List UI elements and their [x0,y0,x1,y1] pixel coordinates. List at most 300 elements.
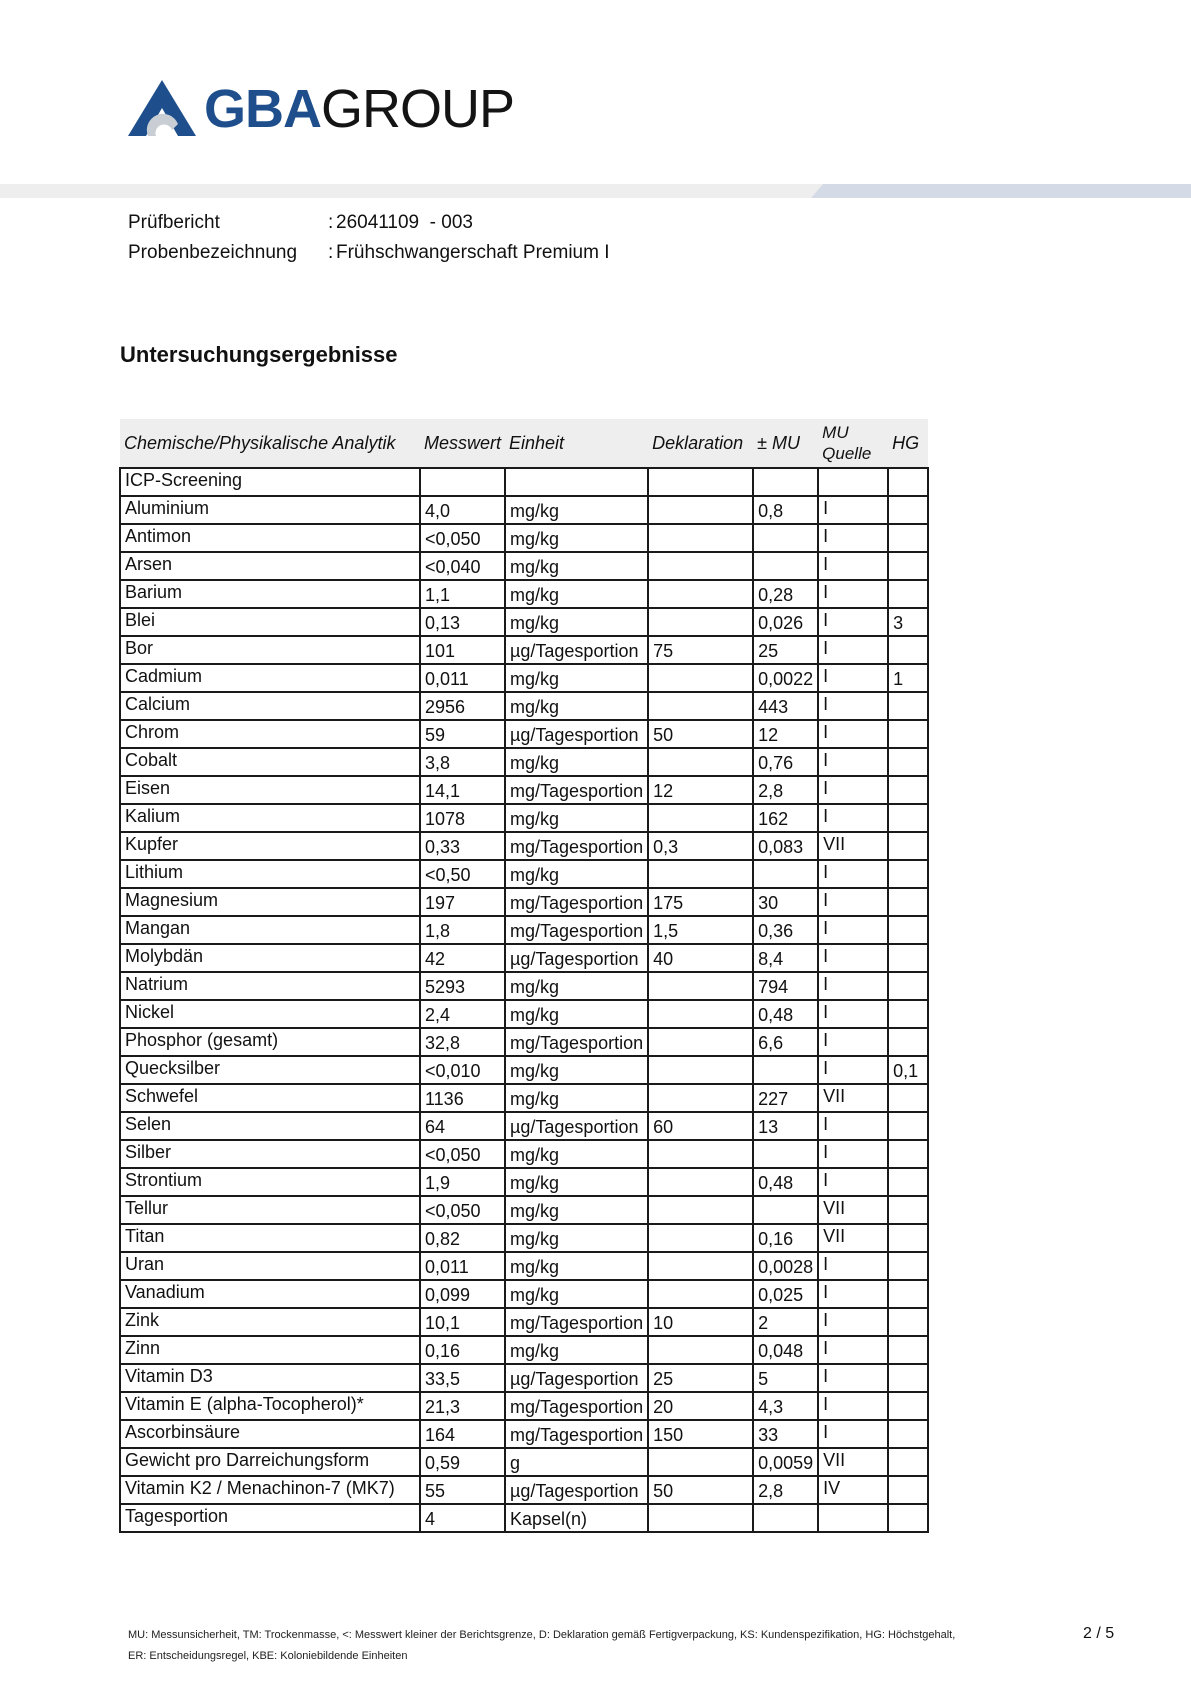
table-row [120,1112,928,1140]
cell-hg [888,1252,928,1280]
cell-hg [888,1196,928,1224]
cell-messwert [420,468,505,496]
cell-messwert: 2956 [420,692,505,720]
header-band-accent [811,184,1191,198]
header-einheit: Einheit [505,419,648,468]
cell-hg [888,468,928,496]
cell-messwert: 164 [420,1420,505,1448]
cell-deklaration [648,748,753,776]
cell-einheit: µg/Tagesportion [505,1476,648,1504]
cell-mu [753,552,818,580]
header-messwert: Messwert [420,419,505,468]
cell-messwert: 1,8 [420,916,505,944]
cell-hg [888,1168,928,1196]
cell-mu: 0,28 [753,580,818,608]
table-row [120,1224,928,1252]
cell-mu: 33 [753,1420,818,1448]
cell-hg [888,888,928,916]
cell-analyt: ICP-Screening [120,468,420,496]
cell-hg [888,720,928,748]
cell-einheit: mg/kg [505,1336,648,1364]
cell-analyt: Bor [120,636,420,664]
cell-mu: 227 [753,1084,818,1112]
cell-mu: 0,48 [753,1000,818,1028]
probenbezeichnung-value: Frühschwangerschaft Premium I [336,242,610,263]
cell-deklaration [648,524,753,552]
cell-mu: 0,76 [753,748,818,776]
cell-messwert: <0,010 [420,1056,505,1084]
cell-einheit: mg/kg [505,1056,648,1084]
cell-mu-quelle: I [818,1308,888,1336]
cell-mu: 0,025 [753,1280,818,1308]
report-meta [128,208,610,268]
cell-analyt: Strontium [120,1168,420,1196]
cell-mu [753,1056,818,1084]
cell-analyt: Calcium [120,692,420,720]
cell-mu: 0,0028 [753,1252,818,1280]
cell-mu [753,1196,818,1224]
cell-analyt: Barium [120,580,420,608]
cell-einheit: mg/kg [505,1168,648,1196]
cell-messwert: <0,050 [420,1140,505,1168]
cell-mu [753,1140,818,1168]
cell-mu-quelle: VII [818,832,888,860]
cell-deklaration [648,1056,753,1084]
cell-mu-quelle: I [818,1168,888,1196]
cell-messwert: 33,5 [420,1364,505,1392]
cell-hg [888,1280,928,1308]
header-hg: HG [888,419,928,468]
cell-einheit: mg/kg [505,748,648,776]
cell-einheit: mg/kg [505,552,648,580]
cell-einheit: g [505,1448,648,1476]
cell-messwert: 55 [420,1476,505,1504]
cell-einheit: mg/Tagesportion [505,1420,648,1448]
cell-analyt: Kalium [120,804,420,832]
cell-mu-quelle: VII [818,1224,888,1252]
table-row [120,1168,928,1196]
cell-deklaration [648,552,753,580]
table-row [120,1504,928,1532]
cell-hg [888,776,928,804]
table-header-row [120,419,928,468]
table-row [120,1280,928,1308]
cell-mu-quelle: I [818,860,888,888]
cell-mu-quelle: I [818,720,888,748]
cell-hg: 3 [888,608,928,636]
cell-mu: 2,8 [753,1476,818,1504]
cell-analyt: Magnesium [120,888,420,916]
cell-analyt: Vitamin K2 / Menachinon-7 (MK7) [120,1476,420,1504]
cell-hg: 0,1 [888,1056,928,1084]
cell-analyt: Gewicht pro Darreichungsform [120,1448,420,1476]
cell-einheit: mg/Tagesportion [505,776,648,804]
cell-analyt: Uran [120,1252,420,1280]
cell-messwert: <0,040 [420,552,505,580]
table-row [120,1000,928,1028]
cell-messwert: 1,9 [420,1168,505,1196]
header-deklaration: Deklaration [648,419,753,468]
cell-hg [888,748,928,776]
cell-einheit: mg/kg [505,804,648,832]
cell-deklaration [648,1168,753,1196]
cell-einheit: µg/Tagesportion [505,720,648,748]
cell-mu-quelle [818,1504,888,1532]
cell-messwert: 3,8 [420,748,505,776]
cell-messwert: 5293 [420,972,505,1000]
cell-analyt: Vitamin E (alpha-Tocopherol)* [120,1392,420,1420]
cell-analyt: Mangan [120,916,420,944]
cell-analyt: Zinn [120,1336,420,1364]
cell-deklaration: 150 [648,1420,753,1448]
cell-mu: 2 [753,1308,818,1336]
table-row [120,1084,928,1112]
cell-hg [888,524,928,552]
cell-analyt: Aluminium [120,496,420,524]
cell-deklaration: 175 [648,888,753,916]
cell-mu: 2,8 [753,776,818,804]
cell-deklaration [648,1196,753,1224]
cell-mu [753,860,818,888]
logo-wordmark [204,79,515,139]
cell-einheit: mg/kg [505,1140,648,1168]
cell-deklaration: 1,5 [648,916,753,944]
cell-mu-quelle: VII [818,1196,888,1224]
probenbezeichnung-label: Probenbezeichnung [128,242,298,263]
cell-analyt: Titan [120,1224,420,1252]
table-row [120,608,928,636]
cell-deklaration [648,580,753,608]
cell-mu-quelle: I [818,580,888,608]
cell-messwert: 21,3 [420,1392,505,1420]
cell-mu-quelle: I [818,1028,888,1056]
cell-mu: 162 [753,804,818,832]
cell-mu-quelle: I [818,1392,888,1420]
cell-mu-quelle: I [818,1056,888,1084]
cell-mu-quelle: I [818,944,888,972]
cell-hg [888,1140,928,1168]
cell-hg [888,832,928,860]
cell-analyt: Molybdän [120,944,420,972]
cell-mu: 6,6 [753,1028,818,1056]
cell-deklaration [648,860,753,888]
header-mu-quelle-line1: MU [822,423,849,442]
cell-hg [888,1028,928,1056]
cell-hg [888,1336,928,1364]
cell-mu-quelle: I [818,972,888,1000]
cell-deklaration: 60 [648,1112,753,1140]
cell-messwert: <0,050 [420,524,505,552]
cell-einheit: mg/kg [505,972,648,1000]
cell-messwert: 32,8 [420,1028,505,1056]
cell-einheit: mg/kg [505,1252,648,1280]
cell-hg [888,916,928,944]
cell-messwert: 64 [420,1112,505,1140]
cell-analyt: Eisen [120,776,420,804]
cell-mu: 0,026 [753,608,818,636]
table-row [120,580,928,608]
cell-analyt: Quecksilber [120,1056,420,1084]
cell-deklaration [648,1140,753,1168]
cell-einheit: µg/Tagesportion [505,636,648,664]
cell-mu: 0,48 [753,1168,818,1196]
table-row [120,1420,928,1448]
table-row [120,1364,928,1392]
cell-analyt: Selen [120,1112,420,1140]
cell-messwert: 101 [420,636,505,664]
cell-einheit: mg/kg [505,692,648,720]
cell-mu-quelle: I [818,1336,888,1364]
cell-messwert: 4,0 [420,496,505,524]
table-row [120,468,928,496]
cell-analyt: Kupfer [120,832,420,860]
cell-messwert: 0,59 [420,1448,505,1476]
cell-mu-quelle: I [818,636,888,664]
cell-mu-quelle: I [818,524,888,552]
cell-hg [888,860,928,888]
table-row [120,1476,928,1504]
cell-mu [753,1504,818,1532]
cell-messwert: 1136 [420,1084,505,1112]
meta-row-sample [128,238,610,268]
gba-group-logo [128,76,514,142]
results-table [119,419,929,1533]
cell-hg [888,804,928,832]
cell-messwert: 0,011 [420,664,505,692]
cell-analyt: Chrom [120,720,420,748]
cell-deklaration [648,468,753,496]
cell-mu-quelle: VII [818,1448,888,1476]
cell-deklaration: 50 [648,1476,753,1504]
gba-logo-mark-icon [128,80,196,138]
cell-messwert: 1,1 [420,580,505,608]
cell-einheit: mg/kg [505,664,648,692]
cell-mu: 13 [753,1112,818,1140]
cell-mu-quelle: I [818,692,888,720]
page-number: 2 / 5 [1083,1625,1115,1642]
cell-mu-quelle: I [818,888,888,916]
cell-mu: 12 [753,720,818,748]
cell-mu: 25 [753,636,818,664]
cell-hg [888,636,928,664]
cell-mu: 794 [753,972,818,1000]
table-row [120,1308,928,1336]
cell-hg [888,1112,928,1140]
cell-hg [888,496,928,524]
cell-einheit: mg/Tagesportion [505,1308,648,1336]
cell-mu: 0,048 [753,1336,818,1364]
table-row [120,1448,928,1476]
cell-hg [888,1084,928,1112]
cell-analyt: Blei [120,608,420,636]
cell-hg [888,1448,928,1476]
cell-mu-quelle: I [818,552,888,580]
cell-messwert: 0,13 [420,608,505,636]
cell-deklaration [648,1448,753,1476]
cell-deklaration [648,804,753,832]
header-band [0,184,1191,198]
cell-deklaration [648,1252,753,1280]
cell-messwert: 0,33 [420,832,505,860]
cell-analyt: Silber [120,1140,420,1168]
footer-line-2: ER: Entscheidungsregel, KBE: Koloniebildende Einheiten [128,1650,408,1662]
cell-einheit [505,468,648,496]
cell-analyt: Lithium [120,860,420,888]
cell-einheit: µg/Tagesportion [505,1364,648,1392]
cell-deklaration [648,1224,753,1252]
cell-einheit: mg/Tagesportion [505,1028,648,1056]
cell-hg [888,1224,928,1252]
cell-mu-quelle: I [818,1364,888,1392]
cell-deklaration: 75 [648,636,753,664]
footer-notes [128,1625,955,1667]
cell-mu: 0,0022 [753,664,818,692]
cell-mu-quelle: I [818,1420,888,1448]
cell-analyt: Zink [120,1308,420,1336]
cell-messwert: <0,50 [420,860,505,888]
cell-deklaration: 50 [648,720,753,748]
cell-deklaration: 10 [648,1308,753,1336]
cell-deklaration [648,496,753,524]
cell-deklaration: 40 [648,944,753,972]
cell-einheit: mg/Tagesportion [505,888,648,916]
cell-einheit: mg/kg [505,608,648,636]
cell-mu-quelle: I [818,1000,888,1028]
cell-deklaration [648,1084,753,1112]
cell-hg [888,1308,928,1336]
cell-analyt: Vanadium [120,1280,420,1308]
table-row [120,524,928,552]
cell-deklaration [648,1504,753,1532]
cell-mu-quelle [818,468,888,496]
cell-mu-quelle: I [818,1252,888,1280]
cell-messwert: 14,1 [420,776,505,804]
cell-mu: 443 [753,692,818,720]
cell-mu [753,468,818,496]
cell-einheit: mg/kg [505,1084,648,1112]
cell-einheit: mg/kg [505,1224,648,1252]
table-row [120,776,928,804]
cell-einheit: mg/kg [505,496,648,524]
logo-text-group: GROUP [321,79,515,139]
cell-hg [888,1420,928,1448]
cell-hg [888,1504,928,1532]
table-row [120,888,928,916]
table-row [120,1392,928,1420]
table-row [120,1028,928,1056]
cell-mu: 0,36 [753,916,818,944]
cell-mu-quelle: I [818,776,888,804]
cell-messwert: 0,099 [420,1280,505,1308]
section-title: Untersuchungsergebnisse [120,342,398,367]
cell-einheit: mg/Tagesportion [505,1392,648,1420]
cell-mu [753,524,818,552]
cell-hg [888,972,928,1000]
cell-analyt: Schwefel [120,1084,420,1112]
cell-messwert: 0,16 [420,1336,505,1364]
cell-mu: 0,16 [753,1224,818,1252]
cell-deklaration: 25 [648,1364,753,1392]
cell-deklaration [648,1280,753,1308]
cell-mu: 5 [753,1364,818,1392]
pruefbericht-value: 26041109 - 003 [336,212,473,233]
header-mu-quelle-line2: Quelle [822,444,872,463]
cell-mu-quelle: I [818,804,888,832]
cell-deklaration: 20 [648,1392,753,1420]
cell-mu-quelle: I [818,608,888,636]
cell-messwert: 42 [420,944,505,972]
cell-analyt: Nickel [120,1000,420,1028]
cell-hg [888,1000,928,1028]
cell-analyt: Antimon [120,524,420,552]
cell-analyt: Cobalt [120,748,420,776]
cell-mu: 8,4 [753,944,818,972]
cell-deklaration [648,1028,753,1056]
pruefbericht-label: Prüfbericht [128,212,220,233]
cell-mu: 30 [753,888,818,916]
cell-einheit: mg/Tagesportion [505,916,648,944]
table-row [120,1056,928,1084]
cell-mu-quelle: I [818,916,888,944]
cell-einheit: Kapsel(n) [505,1504,648,1532]
cell-deklaration [648,664,753,692]
cell-einheit: mg/kg [505,1280,648,1308]
table-row [120,832,928,860]
table-row [120,972,928,1000]
cell-hg [888,692,928,720]
cell-einheit: µg/Tagesportion [505,1112,648,1140]
cell-hg [888,580,928,608]
cell-messwert: 2,4 [420,1000,505,1028]
meta-colon: : [328,212,334,233]
table-row [120,1252,928,1280]
cell-hg [888,1392,928,1420]
cell-analyt: Phosphor (gesamt) [120,1028,420,1056]
header-analytik: Chemische/Physikalische Analytik [120,419,420,468]
cell-analyt: Cadmium [120,664,420,692]
cell-messwert: 0,82 [420,1224,505,1252]
cell-einheit: mg/kg [505,860,648,888]
cell-mu-quelle: I [818,496,888,524]
cell-einheit: mg/kg [505,1196,648,1224]
cell-deklaration [648,608,753,636]
table-row [120,1140,928,1168]
cell-mu-quelle: VII [818,1084,888,1112]
table-row [120,1336,928,1364]
cell-mu-quelle: IV [818,1476,888,1504]
cell-analyt: Vitamin D3 [120,1364,420,1392]
cell-deklaration: 0,3 [648,832,753,860]
table-row [120,496,928,524]
cell-einheit: µg/Tagesportion [505,944,648,972]
cell-einheit: mg/kg [505,524,648,552]
header-mu-quelle [818,419,888,468]
table-row [120,944,928,972]
results-body [120,468,928,1532]
cell-mu: 0,083 [753,832,818,860]
cell-einheit: mg/kg [505,580,648,608]
table-row [120,664,928,692]
cell-messwert: 59 [420,720,505,748]
cell-hg: 1 [888,664,928,692]
table-row [120,1196,928,1224]
table-row [120,552,928,580]
cell-einheit: mg/Tagesportion [505,832,648,860]
cell-mu-quelle: I [818,1140,888,1168]
cell-messwert: 1078 [420,804,505,832]
cell-mu-quelle: I [818,1280,888,1308]
cell-mu-quelle: I [818,664,888,692]
